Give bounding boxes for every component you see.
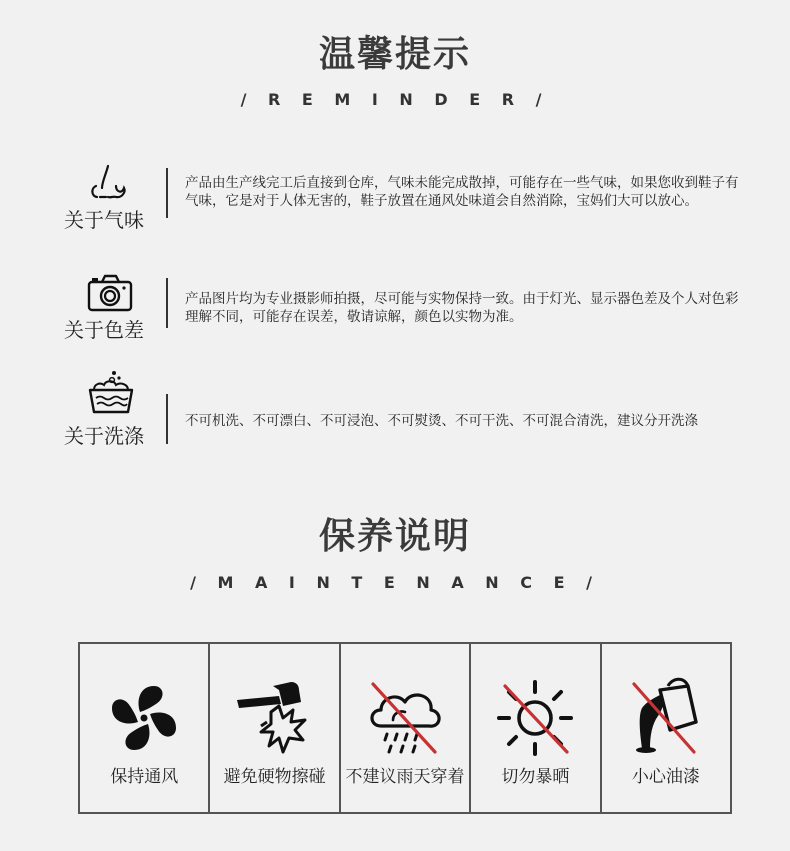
no-paint-icon: [624, 676, 708, 760]
divider: [166, 278, 168, 328]
no-rain-icon: [363, 676, 447, 760]
maintenance-title: 保养说明: [318, 516, 471, 557]
tip-text: 产品由生产线完工后直接到仓库，气味未能完成散掉，可能存在一些气味，如果您收到鞋子有气味，它是对于人体无害的，鞋子放置在通风处味道会自然消除，宝妈们大可以放心。: [185, 175, 739, 209]
maintenance-item-no-rain: [341, 644, 471, 812]
maintenance-item-no-paint: [602, 644, 730, 812]
maintenance-label: 小心油漆: [631, 767, 700, 787]
divider: [166, 394, 168, 444]
maintenance-label: 不建议雨天穿着: [345, 767, 465, 787]
camera-icon: [86, 274, 136, 318]
maintenance-grid: [78, 642, 732, 814]
maintenance-label: 保持通风: [110, 767, 179, 787]
tip-label: 关于色差: [64, 318, 144, 342]
tip-label: 关于洗涤: [64, 424, 144, 448]
maintenance-item-ventilation: [80, 644, 210, 812]
reminder-title: 温馨提示: [318, 34, 471, 75]
divider: [166, 168, 168, 218]
tip-smell: [60, 164, 750, 244]
no-sun-icon: [493, 676, 577, 760]
tip-washing: [60, 372, 750, 452]
fan-icon: [102, 676, 186, 760]
maintenance-item-no-sun: [471, 644, 601, 812]
maintenance-label: 避免硬物擦碰: [223, 767, 326, 787]
washing-basin-icon: [86, 370, 136, 418]
tip-text: 产品图片均为专业摄影师拍摄，尽可能与实物保持一致。由于灯光、显示器色差及个人对色彩理解不同，可能存在误差，敬请谅解，颜色以实物为准。: [185, 291, 739, 325]
nose-icon: [86, 164, 136, 208]
tip-color: [60, 274, 750, 354]
tip-label: 关于气味: [64, 208, 144, 232]
maintenance-subtitle: / M A I N T E N A N C E /: [190, 573, 600, 592]
hammer-impact-icon: [227, 676, 323, 760]
tip-text: 不可机洗、不可漂白、不可浸泡、不可熨烫、不可干洗、不可混合清洗，建议分开洗涤: [185, 413, 698, 429]
reminder-subtitle: / R E M I N D E R /: [240, 90, 550, 109]
maintenance-item-avoid-hard-objects: [210, 644, 340, 812]
maintenance-label: 切勿暴晒: [501, 767, 570, 787]
